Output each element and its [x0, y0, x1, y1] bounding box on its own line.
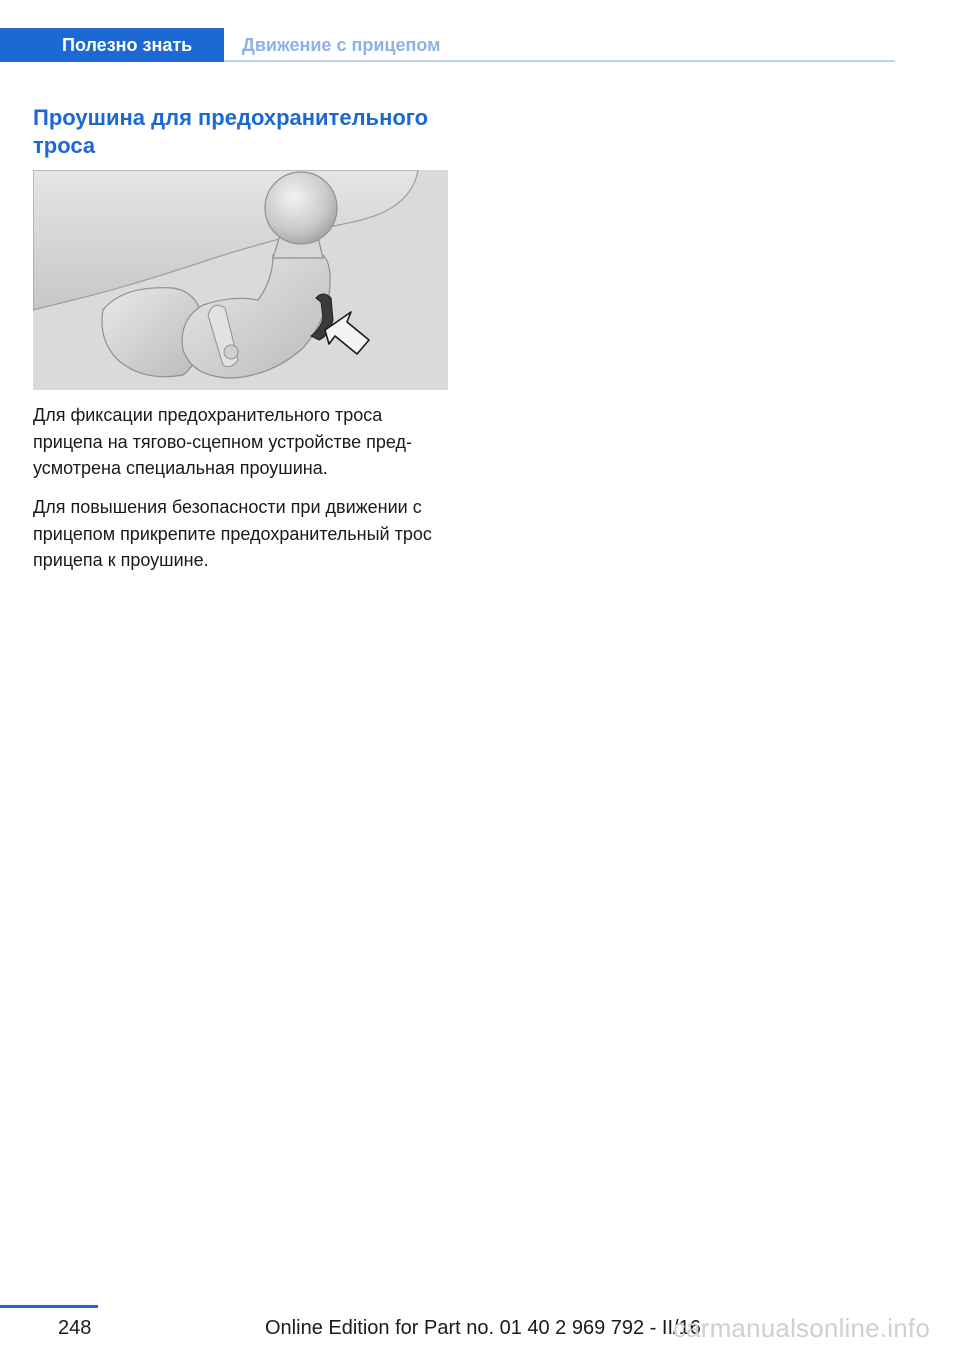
section-title: Проушина для предохранительного троса	[33, 105, 429, 158]
header-section-tab[interactable]	[242, 28, 440, 62]
edition-note: Online Edition for Part no. 01 40 2 969 792 - II/16	[265, 1317, 701, 1339]
page-number: 248	[58, 1317, 92, 1339]
page-header	[0, 28, 895, 62]
header-chapter-label: Полезно знать	[62, 34, 193, 55]
header-divider	[224, 60, 895, 62]
paragraph-eyelet-description: Для фиксации предохранительного троса прицепа на тягово-сцепном устройстве пред‐ усмотрена специальная проушина.	[33, 405, 412, 478]
page-number-rule	[0, 1305, 98, 1308]
tow-hitch-illustration	[33, 170, 448, 390]
watermark: carmanualsonline.info	[672, 1313, 930, 1343]
paragraph-safety-instruction: Для повышения безопасности при движении с прицепом прикрепите предохранительный трос прицепа к проушине.	[33, 497, 432, 570]
header-chapter-tab[interactable]	[0, 28, 224, 62]
tow-hitch-drawing	[33, 170, 448, 390]
header-section-label: Движение с прицепом	[242, 34, 441, 55]
